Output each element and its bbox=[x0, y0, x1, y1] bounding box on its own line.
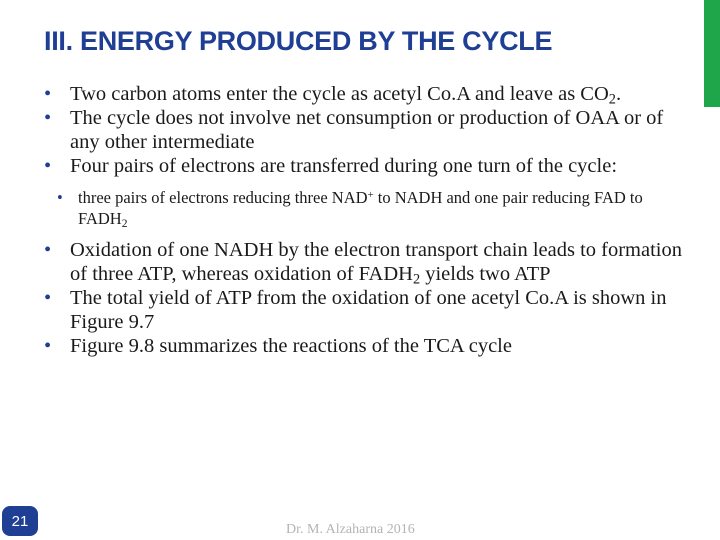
bullet-dot-icon: • bbox=[44, 239, 52, 261]
sub-bullet-text: three pairs of electrons reducing three NAD+ to NADH and one pair reducing FAD to $FADH_2$ bbox=[78, 188, 643, 230]
bullet-dot-icon: • bbox=[44, 155, 52, 177]
page-number-badge: 21 bbox=[2, 506, 38, 536]
bullet-text: Oxidation of one NADH by the electron transport chain leads to formation of three ATP, whereas oxidation of $FADH_2$ yields two ATP bbox=[70, 239, 682, 288]
slide-title: III. ENERGY PRODUCED BY THE CYCLE bbox=[44, 26, 553, 56]
bullet-dot-icon: • bbox=[44, 335, 52, 357]
bullet-dot-icon: • bbox=[44, 107, 52, 129]
bullet-dot-icon: • bbox=[44, 83, 52, 105]
bullet-text: The total yield of ATP from the oxidation of one acetyl Co.A is shown in Figure 9.7 bbox=[70, 287, 667, 333]
bullet-text: Two carbon atoms enter the cycle as acetyl Co.A and leave as $CO_2$. bbox=[70, 83, 622, 108]
bullet-text: Four pairs of electrons are transferred during one turn of the cycle: bbox=[70, 155, 618, 177]
bullet-dot-icon: • bbox=[44, 287, 52, 309]
bullet-dot-icon: • bbox=[57, 188, 63, 207]
footer-author: Dr. M. Alzaharna 2016 bbox=[286, 522, 415, 537]
accent-bar bbox=[704, 0, 720, 107]
bullet-item bbox=[30, 106, 686, 154]
bullet-list bbox=[30, 82, 686, 358]
bullet-item bbox=[30, 154, 686, 178]
bullet-text: Figure 9.8 summarizes the reactions of the TCA cycle bbox=[70, 335, 512, 357]
bullet-item bbox=[30, 82, 686, 106]
sub-bullet-item bbox=[30, 187, 686, 229]
bullet-item bbox=[30, 238, 686, 286]
bullet-item bbox=[30, 286, 686, 334]
bullet-text: The cycle does not involve net consumption or production of OAA or of any other intermediate bbox=[70, 107, 664, 153]
bullet-item bbox=[30, 334, 686, 358]
